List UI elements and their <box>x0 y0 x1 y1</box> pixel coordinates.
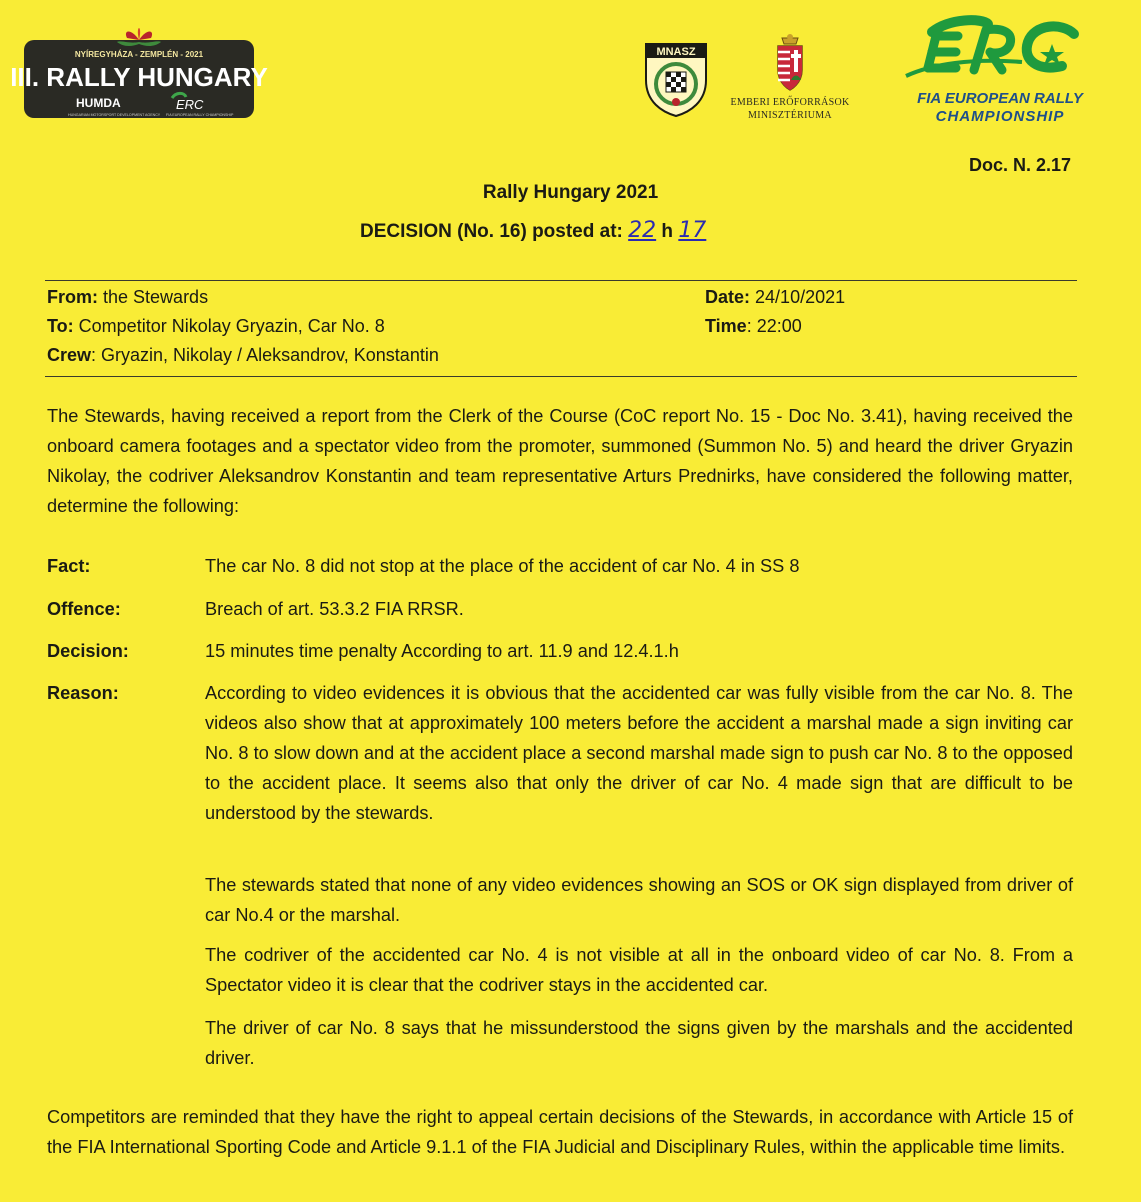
header-rule-top <box>45 280 1077 281</box>
humda-sub-text: HUNGARIAN MOTORSPORT DEVELOPMENT AGENCY <box>68 113 161 117</box>
reason-paragraph-2: The stewards stated that none of any video evidences showing an SOS or OK sign displayed from driver of car No.4 or the marshal. <box>205 875 1073 925</box>
crew-line <box>47 341 439 370</box>
from-value: the Stewards <box>103 287 209 307</box>
fact-label: Fact: <box>47 556 91 576</box>
decision-label: Decision: <box>47 641 129 661</box>
decision-value: 15 minutes time penalty According to art. 11.9 and 12.4.1.h <box>205 641 679 661</box>
emmi-line1: EMBERI ERŐFORRÁSOK <box>730 97 850 108</box>
to-label: To: <box>47 316 74 336</box>
emmi-line2: MINISZTÉRIUMA <box>748 110 832 121</box>
erc-line2: CHAMPIONSHIP <box>935 108 1065 125</box>
date-line <box>705 283 845 312</box>
from-line <box>47 283 439 312</box>
erc-small-text: FIA EUROPEAN RALLY CHAMPIONSHIP <box>166 113 234 117</box>
humda-text: HUMDA <box>76 96 121 110</box>
document-title: Rally Hungary 2021 <box>482 182 659 203</box>
date-label: Date: <box>705 287 751 307</box>
header-rule-bottom <box>45 376 1077 377</box>
rally-logo-line2: III. RALLY HUNGARY <box>10 62 268 92</box>
reason-paragraph-3: The codriver of the accidented car No. 4 is not visible at all in the onboard video of car No. 8. From a Spectator video it is clear that the codriver stays in the accidented car. <box>205 945 1073 995</box>
crew-label: Crew <box>47 345 92 365</box>
rally-logo-line1: NYÍREGYHÁZA - ZEMPLÉN - 2021 <box>74 50 204 59</box>
doc-number: Doc. N. 2.17 <box>968 155 1071 175</box>
decision-heading <box>360 218 706 243</box>
posted-h: h <box>661 221 674 242</box>
emmi-ministry-logo <box>730 32 850 120</box>
emmi-text <box>730 96 850 122</box>
offence-value: Breach of art. 53.3.2 FIA RRSR. <box>205 599 464 619</box>
date-value: 24/10/2021 <box>755 287 846 307</box>
rally-hungary-logo <box>10 14 268 126</box>
mnasz-text: MNASZ <box>656 46 696 58</box>
svg-text:ERC: ERC <box>176 97 204 112</box>
posted-minute: 17 <box>678 218 707 243</box>
time-value: : 22:00 <box>746 316 802 336</box>
intro-paragraph: The Stewards, having received a report from the Clerk of the Course (CoC report No. 15 - Doc No. 3.41), having received the onboard camera footages and a spectator video from the promoter, summoned (Summon No. 5) and heard the driver Gryazin Nikolay, the codriver Aleksandrov Konstantin and team representative Arturs Prednirks, have considered the following matter, determine the following: <box>47 406 1073 516</box>
fact-value: The car No. 8 did not stop at the place of the accident of car No. 4 in SS 8 <box>205 556 800 576</box>
reason-label: Reason: <box>47 683 119 703</box>
reason-paragraph-4: The driver of car No. 8 says that he missunderstood the signs given by the marshals and the accidented driver. <box>205 1018 1073 1068</box>
crew-value: : Gryazin, Nikolay / Aleksandrov, Konstantin <box>91 345 439 365</box>
time-label: Time <box>705 316 747 336</box>
meta-right <box>705 283 845 341</box>
posted-hour: 22 <box>628 218 657 243</box>
reason-paragraph-1: According to video evidences it is obvious that the accidented car was fully visible from the car No. 8. The videos also show that at approximately 100 meters before the accident a marshal made a sign inviting car No. 8 to slow down and at the accident place a second marshal made sign to push car No. 8 to the opposed to the accident place. It seems also that only the driver of car No. 4 made sign that are difficult to be understood by the stewards. <box>205 683 1073 823</box>
to-value: Competitor Nikolay Gryazin, Car No. 8 <box>78 316 385 336</box>
time-line <box>705 312 845 341</box>
offence-label: Offence: <box>47 599 121 619</box>
from-label: From: <box>47 287 98 307</box>
meta-left <box>47 283 439 370</box>
erc-line1: FIA EUROPEAN RALLY <box>917 90 1083 107</box>
mnasz-logo <box>642 40 710 118</box>
erc-logo <box>902 14 1098 126</box>
to-line <box>47 312 439 341</box>
decision-prefix: DECISION (No. 16) posted at: <box>360 221 623 242</box>
closing-paragraph: Competitors are reminded that they have the right to appeal certain decisions of the Stewards, in accordance with Article 15 of the FIA International Sporting Code and Article 9.1.1 of the FIA Judicial and Disciplinary Rules, within the applicable time limits. <box>47 1107 1073 1157</box>
